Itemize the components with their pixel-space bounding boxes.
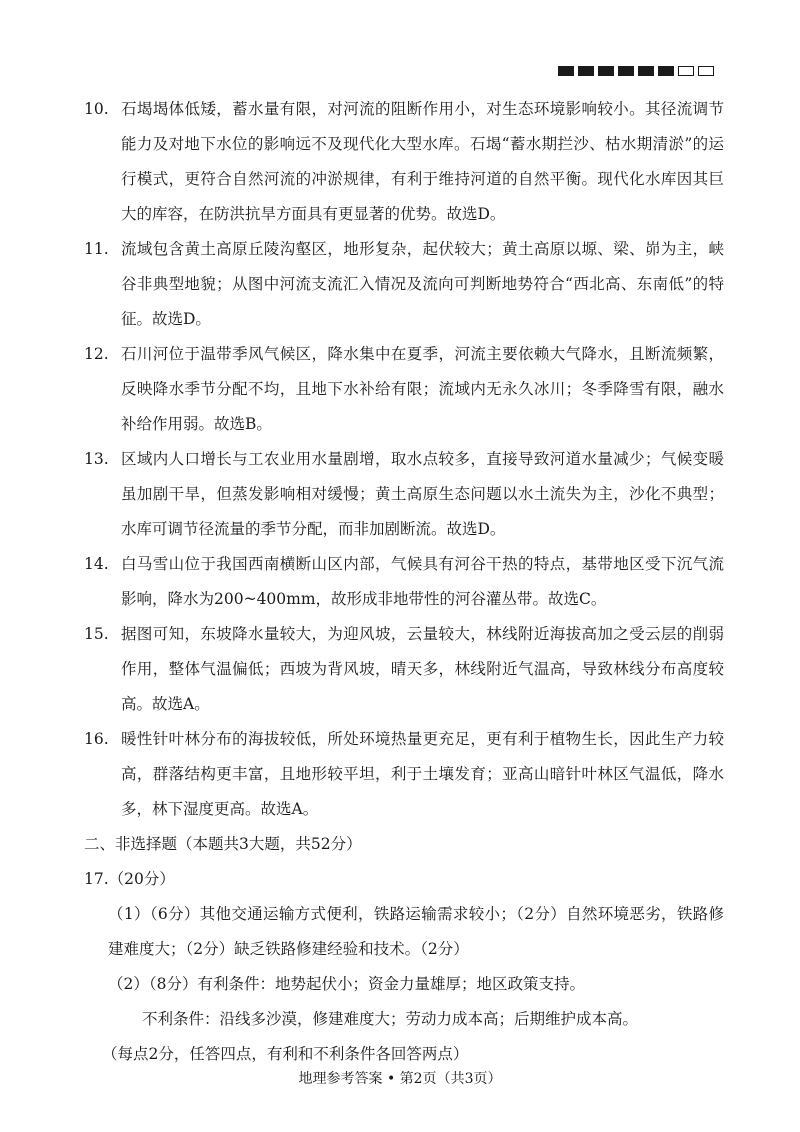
answer-number: 16. [84, 730, 109, 748]
mark-empty [698, 66, 714, 76]
section-heading: 二、非选择题（本题共3大题，共52分） [84, 835, 362, 853]
mark-empty [678, 66, 694, 76]
answer-13 [84, 442, 724, 547]
q17-title: 17.（20分） [84, 870, 175, 888]
answer-number: 11. [84, 240, 109, 258]
answer-16 [84, 722, 724, 827]
mark-filled [638, 66, 654, 76]
answer-text: 石川河位于温带季风气候区，降水集中在夏季，河流主要依赖大气降水，且断流频繁，反映降水季节分配不均，且地下水补给有限；流域内无永久冰川；冬季降雪有限，融水补给作用弱。故选B。 [121, 345, 724, 433]
mark-filled [618, 66, 634, 76]
answer-12 [84, 337, 724, 442]
answer-number: 15. [84, 625, 109, 643]
answer-text: 据图可知，东坡降水量较大，为迎风坡，云量较大，林线附近海拔高加之受云层的削弱作用，整体气温偏低；西坡为背风坡，晴天多，林线附近气温高，导致林线分布高度较高。故选A。 [121, 625, 724, 713]
mark-filled [558, 66, 574, 76]
page-marks [558, 66, 714, 76]
q17-part2-unfavorable: 不利条件：沿线多沙漠，修建难度大；劳动力成本高；后期维护成本高。 [142, 1010, 639, 1028]
mark-filled [658, 66, 674, 76]
q17-part1: （1）（6分）其他交通运输方式便利，铁路运输需求较小；（2分）自然环境恶劣，铁路修建难度大；（2分）缺乏铁路修建经验和技术。（2分） [108, 905, 724, 958]
answer-number: 10. [84, 100, 109, 118]
q17-scoring-note: （每点2分，任答四点，有利和不利条件各回答两点） [102, 1045, 469, 1063]
answer-text: 白马雪山位于我国西南横断山区内部，气候具有河谷干热的特点，基带地区受下沉气流影响，降水为200~400mm，故形成非地带性的河谷灌丛带。故选C。 [121, 555, 724, 608]
answer-content [84, 92, 724, 1072]
answer-number: 13. [84, 450, 109, 468]
answer-text: 区域内人口增长与工农业用水量剧增，取水点较多，直接导致河道水量减少；气候变暖虽加剧干旱，但蒸发影响相对缓慢；黄土高原生态问题以水土流失为主，沙化不典型；水库可调节径流量的季节分配，而非加剧断流。故选D。 [121, 450, 724, 538]
answer-number: 14. [84, 555, 109, 573]
answer-number: 12. [84, 345, 109, 363]
answer-text: 流域包含黄土高原丘陵沟壑区，地形复杂，起伏较大；黄土高原以塬、梁、峁为主，峡谷非典型地貌；从图中河流支流汇入情况及流向可判断地势符合“西北高、东南低”的特征。故选D。 [121, 240, 724, 328]
mark-filled [598, 66, 614, 76]
answer-text: 石堨堨体低矮，蓄水量有限，对河流的阻断作用小，对生态环境影响较小。其径流调节能力及对地下水位的影响远不及现代化大型水库。石堨“蓄水期拦沙、枯水期清淤”的运行模式，更符合自然河流的冲淤规律，有利于维持河道的自然平衡。现代化水库因其巨大的库容，在防洪抗旱方面具有更显著的优势。故选D。 [121, 100, 724, 223]
q17-part2: （2）（8分）有利条件：地势起伏小；资金力量雄厚；地区政策支持。 [108, 975, 585, 993]
answer-15 [84, 617, 724, 722]
answer-14 [84, 547, 724, 617]
answer-10 [84, 92, 724, 232]
page-footer: 地理参考答案 • 第2页（共3页） [298, 1071, 502, 1087]
mark-filled [578, 66, 594, 76]
answer-11 [84, 232, 724, 337]
answer-text: 暖性针叶林分布的海拔较低，所处环境热量更充足，更有利于植物生长，因此生产力较高，群落结构更丰富，且地形较平坦，利于土壤发育；亚高山暗针叶林区气温低，降水多，林下湿度更高。故选A。 [121, 730, 724, 818]
